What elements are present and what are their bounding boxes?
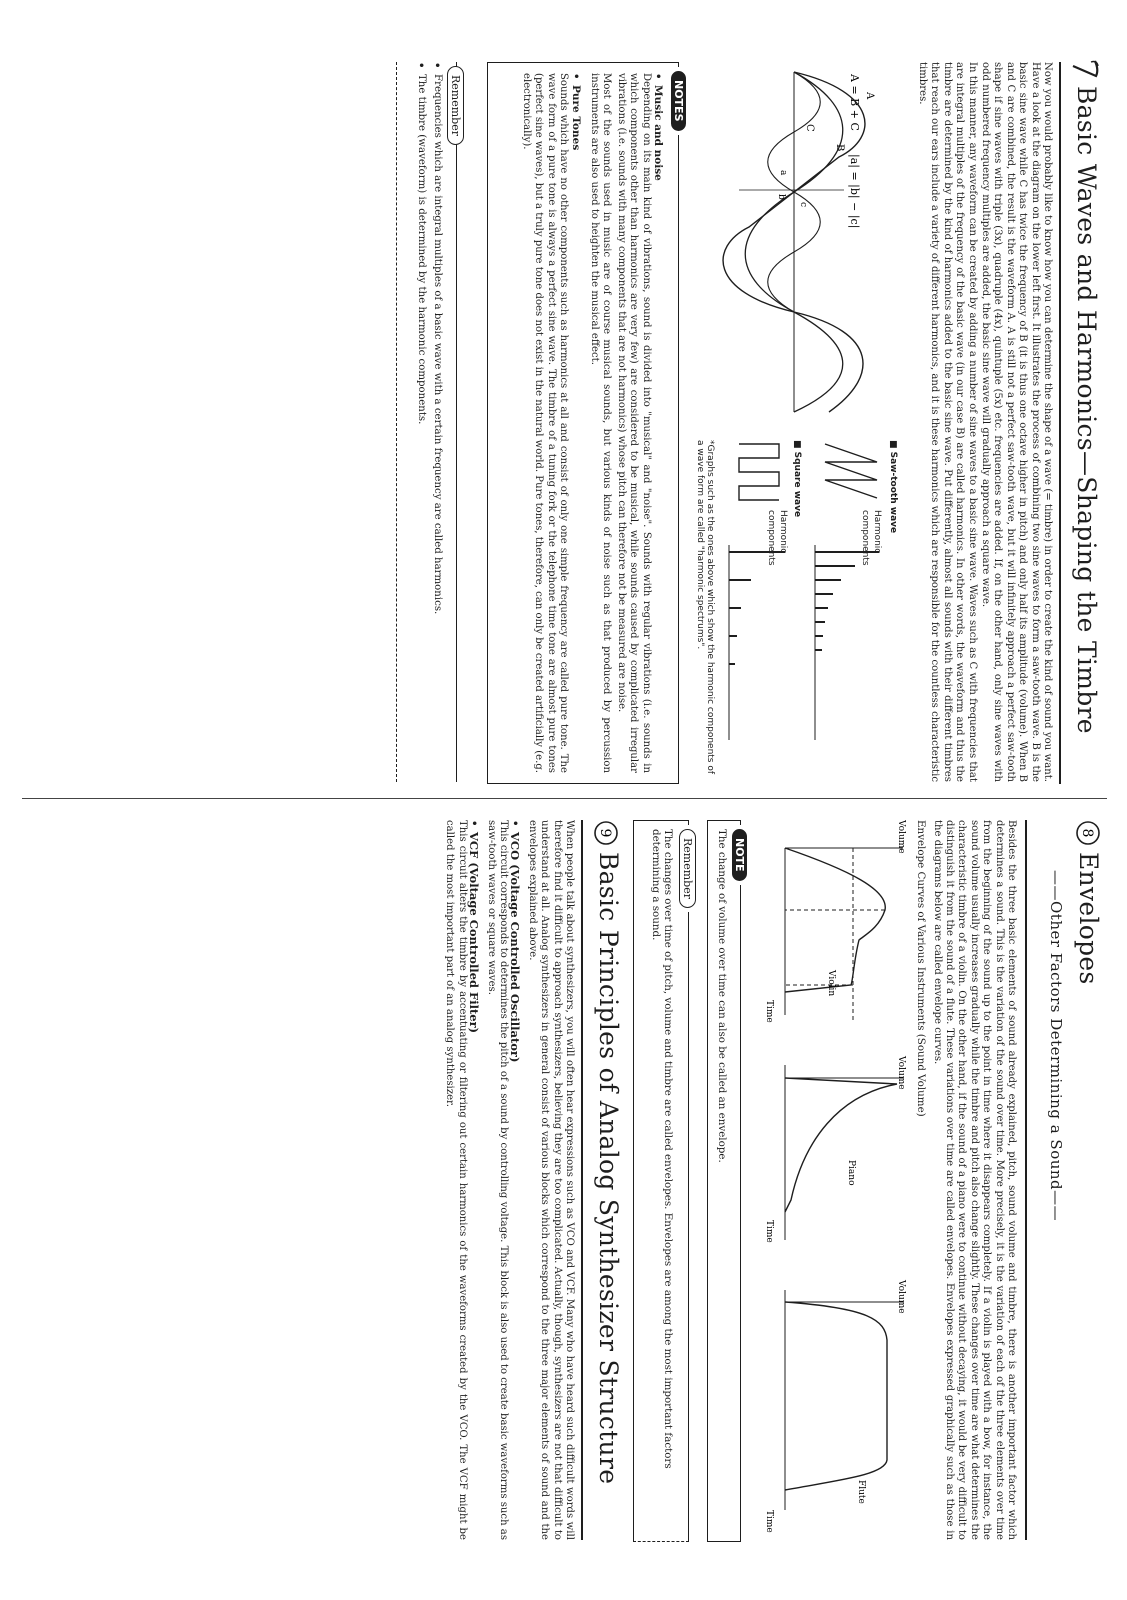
remember-badge: Remember [679, 829, 696, 908]
vco-heading-row: • VCO (Voltage Controlled Oscillator) [508, 820, 523, 1063]
section-9-paragraph: When people talk about synthesizers, you will often hear expressions such as VCO and VCF. Many who have heard such difficult words will therefore find it difficult to approach synthesizers, believing they are too complicated. Actually, though, synthesizers are not that difficult to understand at all. Analog synthesizers in general consist of various blocks which correspond to the three major elements of sound and the envelopes explained above. [526, 820, 575, 1540]
harmonic-spectra-diagram [684, 440, 899, 785]
note-box [707, 820, 746, 1542]
piano-label: Piano [846, 1160, 856, 1186]
section-7-paragraph: Now you would probably like to know how you can determine the shape of a wave (= timbre) in order to create the kind of sound you want. Have a look at the diagram on the lower left first. It illustrates the process of combining two sine waves to form a saw-tooth wave. B is the basic sine wave while C has twice the frequency of B (it is thus one octave higher in pitch) and only half its amplitude (volume). When B and C are combined, the result is the waveform A. A is still not a perfect saw-tooth wave, but it will infinitely approach a perfect saw-tooth shape if sine waves with triple (3x), quadruple (4x), quintuple (5x) etc. frequencies are added. If, on the other hand, only sine waves with odd numbered frequency multiples are added, the basic sine wave will gradually approach a square wave. [979, 62, 1053, 782]
vcf-text: This circuit alters the timbre by accentuating or filtering out certain harmonics of the waveforms created by the VCO. The VCF might be called the most important part of an analog synthesizer. [444, 820, 468, 1540]
saw-tooth-wave-label: ■ Saw-tooth wave [888, 440, 898, 534]
notes-content [520, 73, 664, 773]
note-text: The change of volume over time can also be called an envelope. [716, 829, 728, 1163]
section-7-number-icon [1069, 58, 1101, 80]
notes-heading-row: • Pure Tones [569, 73, 582, 151]
svg-text:B: B [834, 144, 845, 152]
equation-abs: |a| = |b| − |c| [848, 154, 861, 229]
flute-label: Flute [856, 1480, 866, 1504]
music-noise-text: Depending on its main kind of vibrations, sound is divided into "musical" and "noise". Sounds with regular vibrations (i.e. sounds in which components other than harmonics are very few) are considered to be musical, while sounds caused by complicated irregular vibrations (i.e. sounds with many components that are not harmonics) whose pitch can therefore not be measured are noise. [615, 73, 652, 773]
music-noise-heading: Music and noise [652, 85, 664, 181]
remember-item: • The timbre (waveform) is determined by the harmonic components. [414, 62, 427, 425]
music-noise-text-2: Most of the sounds used in music are of course musical sounds, but various kinds of noise such as that produced by percussion instruments are also used to heighten the musical effect. [588, 73, 613, 773]
envelope-remember-box [633, 820, 694, 1542]
square-wave-label: ■ Square wave [792, 440, 802, 518]
section-7-title: Basic Waves and Harmonics—Shaping the Timbre [1072, 86, 1101, 734]
section-9-body [442, 820, 575, 1540]
vco-heading: VCO (Voltage Controlled Oscillator) [508, 832, 523, 1063]
section-9-underline [581, 820, 583, 1540]
equation-a-b-c: A = B + C [848, 74, 861, 131]
notes-badge-wrap [671, 67, 690, 135]
section-9-number-icon [593, 820, 619, 846]
section-8-number-icon [1075, 820, 1101, 846]
notes-box [487, 62, 685, 784]
svg-text:C: C [804, 124, 815, 132]
volume-axis-label: Volume [896, 820, 906, 854]
remember-badge: Remember [447, 66, 464, 145]
svg-text:8: 8 [1079, 828, 1095, 838]
volume-axis-label: Volume [896, 1280, 906, 1314]
svg-text:a: a [778, 170, 788, 176]
svg-text:c: c [798, 202, 808, 208]
remember-badge-wrap [679, 825, 699, 912]
envelope-curves-title: Envelope Curves of Various Instruments (Sound Volume) [915, 820, 927, 1117]
section-8-subtitle: ——Other Factors Determining a Sound—— [1047, 870, 1065, 1222]
volume-axis-label: Volume [896, 1056, 906, 1090]
section-9-title: Basic Principles of Analog Synthesizer Structure [594, 852, 623, 1485]
section-7-body [915, 62, 1053, 782]
section-8-body: Besides the three basic elements of sound already explained, pitch, sound volume and timbre, there is another important factor which determines a sound. This is the variation of the sound over time. More precisely, it is the variation of each of the three elements over time from the beginning of the sound up to the point in time where it disappears completely. If a violin is played with a bow, for instance, the sound volume usually increases gradually while the timbre and pitch also change slightly. These changes over time are what determines the characteristic timbre of a violin. On the other hand, if the sound of a piano were to continue without decaying, it would be very difficult to distinguish it from the sound of a flute. These variations over time are called envelopes. Envelopes expressed graphically such as those in the diagrams below are called envelope curves. [931, 820, 1017, 1540]
vco-text: This circuit corresponds to determines the pitch of a sound by controlling voltage. This block is also used to create basic waveforms such as saw-tooth waves or square waves. [485, 820, 509, 1540]
time-axis-label: Time [764, 1510, 774, 1533]
envelope-remember-text: The changes over time of pitch, volume and timbre are called envelopes. Envelopes are among the most important factors determining a sound. [650, 829, 674, 1469]
envelope-curves-diagram [761, 820, 909, 1540]
remember-rule [456, 62, 457, 782]
harmonic-components-label: Harmonic components [766, 510, 788, 566]
section-8-title: Envelopes [1074, 852, 1103, 985]
remember-bottom-rule [396, 62, 397, 782]
wave-composition-diagram [689, 62, 899, 422]
vcf-heading: VCF (Voltage Controlled Filter) [467, 832, 482, 1034]
notes-badge: NOTES [671, 71, 686, 131]
time-axis-label: Time [764, 1000, 774, 1023]
center-divider [22, 798, 1107, 799]
svg-text:A: A [864, 92, 875, 100]
section-8-underline [1025, 820, 1027, 1540]
remember-badge-wrap [447, 66, 467, 145]
svg-text:b: b [776, 194, 786, 200]
harmonic-spectrum-caption: *Graphs such as the ones above which show the harmonic components of a wave form are called "harmonic spectrums". [695, 440, 715, 775]
section-7-paragraph: In this manner, any waveform can be created by adding a number of sine waves to a basic sine wave. Waves such as C with frequencies that are integral multiples of the frequency of the basic wave (in our case B) are called harmonics. In other words, the waveform and thus the timbre are determined by the kind of harmonics added to the basic sine wave. Put differently, almost all sounds with their different timbres that reach our ears include a variety of different harmonics, and it is these harmonics which are responsible for the countless characteristic timbres. [916, 62, 978, 782]
vcf-heading-row: • VCF (Voltage Controlled Filter) [467, 820, 482, 1034]
notes-heading-row: • Music and noise [652, 73, 664, 181]
remember-item: • Frequencies which are integral multiples of a basic wave with a certain frequency are called harmonics. [431, 62, 443, 615]
time-axis-label: Time [764, 1220, 774, 1243]
pure-tones-heading: Pure Tones [569, 85, 582, 151]
title-underline [1059, 62, 1061, 784]
note-badge-wrap [732, 825, 751, 885]
note-badge: NOTE [732, 829, 747, 881]
pure-tones-text: Sounds which have no other components such as harmonics at all and consist of only one simple frequency are called pure tone. The wave form of a pure tone is always a perfect sine wave. The timbre of a tuning fork or the telephone time tone are almost pure tones (perfect sine waves), but a truly pure tone does not exist in the natural world. Pure tones, therefore, can only be created artificially (e.g. electronically). [520, 73, 570, 773]
harmonic-components-label: Harmonic components [860, 510, 882, 566]
svg-text:9: 9 [597, 828, 613, 838]
remember-list [414, 62, 443, 778]
violin-label: Violin [826, 970, 836, 997]
